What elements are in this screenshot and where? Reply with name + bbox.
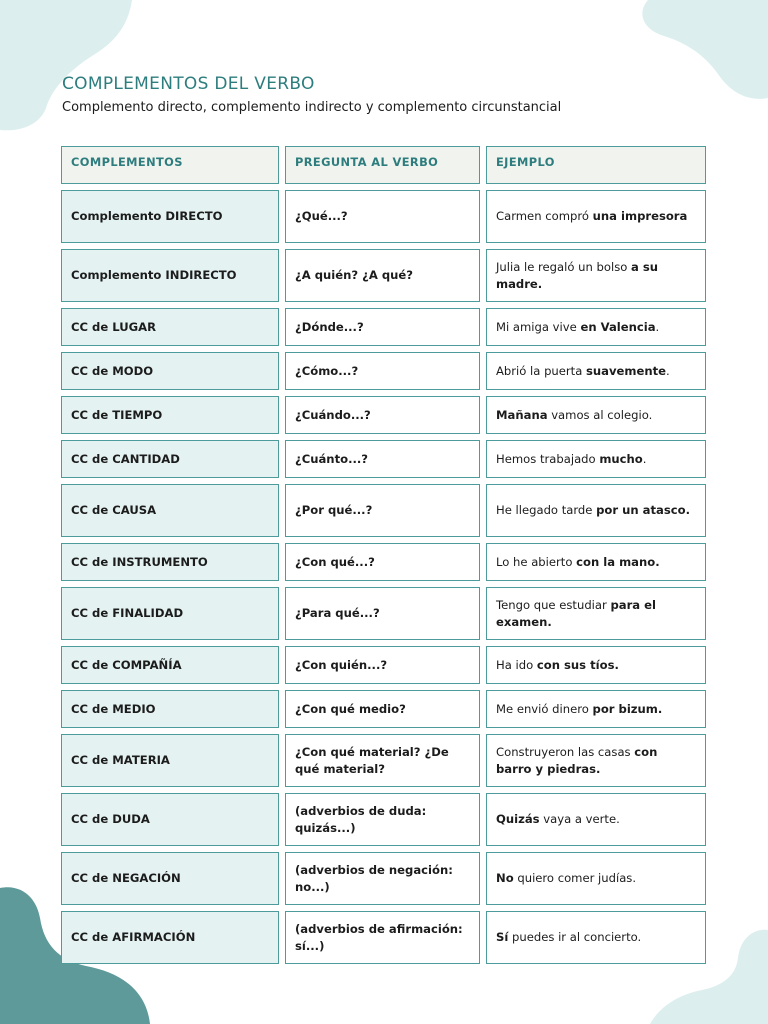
example-text: He llegado tarde <box>496 503 597 518</box>
example-highlight: No <box>496 871 514 886</box>
cell-ejemplo <box>486 440 706 478</box>
cell-ejemplo <box>486 396 706 434</box>
blob-top-right <box>642 0 768 99</box>
example-text: vaya a verte. <box>539 812 620 827</box>
example-text: Julia le regaló un bolso <box>496 259 632 274</box>
example-sentence <box>496 657 619 674</box>
cell-pregunta: ¿Con quién...? <box>285 646 480 684</box>
cell-complemento: CC de AFIRMACIÓN <box>61 911 279 964</box>
page-subtitle: Complemento directo, complemento indirecto y complemento circunstancial <box>62 100 562 115</box>
cell-complemento: CC de COMPAÑÍA <box>61 646 279 684</box>
example-sentence <box>496 502 690 519</box>
example-text: . <box>655 319 660 334</box>
example-text: Construyeron las casas <box>496 744 635 759</box>
example-text: . <box>666 363 670 378</box>
example-highlight: con barro y piedras. <box>496 744 658 776</box>
cell-ejemplo <box>486 911 706 964</box>
example-sentence <box>496 929 641 946</box>
example-text: puedes ir al concierto. <box>508 930 642 945</box>
example-text: Me envió dinero <box>496 701 593 716</box>
example-highlight: en Valencia <box>580 319 656 334</box>
cell-pregunta: ¿Con qué material? ¿De qué material? <box>285 734 480 787</box>
example-sentence <box>496 744 696 778</box>
example-highlight: una impresora <box>592 209 688 224</box>
example-text: Abrió la puerta <box>496 363 587 378</box>
cell-pregunta: ¿Por qué...? <box>285 484 480 537</box>
cell-pregunta: ¿Cuánto...? <box>285 440 480 478</box>
cell-complemento: CC de MODO <box>61 352 279 390</box>
cell-ejemplo <box>486 484 706 537</box>
example-highlight: Sí <box>496 930 509 945</box>
example-text: vamos al colegio. <box>547 407 653 422</box>
example-text: Ha ido <box>496 657 537 672</box>
cell-pregunta: ¿Con qué medio? <box>285 690 480 728</box>
example-highlight: suavemente <box>586 363 667 378</box>
cell-ejemplo <box>486 308 706 346</box>
example-highlight: por un atasco. <box>596 503 691 518</box>
cell-ejemplo <box>486 587 706 640</box>
example-text: . <box>642 451 647 466</box>
cell-complemento: CC de FINALIDAD <box>61 587 279 640</box>
cell-complemento: CC de CANTIDAD <box>61 440 279 478</box>
example-highlight: por bizum. <box>592 701 663 716</box>
example-sentence <box>496 870 636 887</box>
complements-table <box>61 146 706 970</box>
cell-pregunta: (adverbios de afirmación: sí...) <box>285 911 480 964</box>
cell-ejemplo <box>486 793 706 846</box>
example-highlight: Quizás <box>496 812 540 827</box>
example-highlight: para el examen. <box>496 597 657 629</box>
example-highlight: con sus tíos. <box>536 657 619 672</box>
column-header-pregunta: PREGUNTA AL VERBO <box>285 146 480 184</box>
example-sentence <box>496 319 659 336</box>
cell-complemento: CC de TIEMPO <box>61 396 279 434</box>
cell-ejemplo <box>486 352 706 390</box>
cell-ejemplo <box>486 646 706 684</box>
example-highlight: mucho <box>599 451 643 466</box>
column-header-ejemplo: EJEMPLO <box>486 146 706 184</box>
cell-pregunta: (adverbios de negación: no...) <box>285 852 480 905</box>
example-text: Carmen compró <box>496 209 593 224</box>
cell-pregunta: ¿A quién? ¿A qué? <box>285 249 480 302</box>
example-highlight: Mañana <box>496 407 548 422</box>
example-sentence <box>496 811 620 828</box>
cell-pregunta: (adverbios de duda: quizás...) <box>285 793 480 846</box>
example-highlight: a su madre. <box>496 259 659 291</box>
cell-pregunta: ¿Dónde...? <box>285 308 480 346</box>
cell-complemento: CC de INSTRUMENTO <box>61 543 279 581</box>
cell-complemento: Complemento DIRECTO <box>61 190 279 243</box>
cell-pregunta: ¿Cuándo...? <box>285 396 480 434</box>
cell-ejemplo <box>486 734 706 787</box>
cell-complemento: CC de DUDA <box>61 793 279 846</box>
cell-complemento: Complemento INDIRECTO <box>61 249 279 302</box>
example-sentence <box>496 451 646 468</box>
example-sentence <box>496 407 652 424</box>
example-sentence <box>496 597 696 631</box>
example-text: Hemos trabajado <box>496 451 600 466</box>
cell-complemento: CC de MATERIA <box>61 734 279 787</box>
cell-complemento: CC de CAUSA <box>61 484 279 537</box>
cell-complemento: CC de LUGAR <box>61 308 279 346</box>
cell-complemento: CC de NEGACIÓN <box>61 852 279 905</box>
cell-ejemplo <box>486 249 706 302</box>
example-sentence <box>496 363 670 380</box>
example-text: Mi amiga vive <box>496 319 581 334</box>
example-highlight: con la mano. <box>576 554 660 569</box>
example-text: quiero comer judías. <box>513 871 637 886</box>
cell-pregunta: ¿Con qué...? <box>285 543 480 581</box>
cell-ejemplo <box>486 852 706 905</box>
example-sentence <box>496 701 662 718</box>
cell-ejemplo <box>486 690 706 728</box>
example-sentence <box>496 259 696 293</box>
cell-pregunta: ¿Qué...? <box>285 190 480 243</box>
example-text: Lo he abierto <box>496 554 577 569</box>
page-title: COMPLEMENTOS DEL VERBO <box>62 74 315 94</box>
example-sentence <box>496 208 687 225</box>
cell-ejemplo <box>486 190 706 243</box>
cell-ejemplo <box>486 543 706 581</box>
cell-complemento: CC de MEDIO <box>61 690 279 728</box>
cell-pregunta: ¿Para qué...? <box>285 587 480 640</box>
example-sentence <box>496 554 660 571</box>
example-text: Tengo que estudiar <box>496 597 611 612</box>
column-header-complementos: COMPLEMENTOS <box>61 146 279 184</box>
cell-pregunta: ¿Cómo...? <box>285 352 480 390</box>
